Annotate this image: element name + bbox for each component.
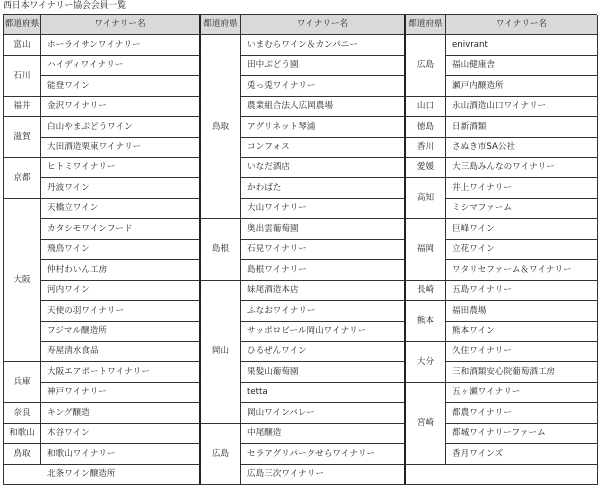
winery-cell: セラアグリパークせらワイナリー [241,444,406,464]
prefecture-ehime: 愛媛 [406,158,446,178]
winery-cell: 石見ワイナリー [241,240,406,260]
winery-cell: 三和酒類安心院葡萄酒工房 [446,362,598,382]
winery-cell: 能登ワイン [41,76,201,96]
header-winery-2: ワイナリー名 [241,15,406,35]
prefecture-hyogo: 兵庫 [4,362,41,403]
prefecture-fukui: 福井 [4,97,41,117]
winery-cell: かわばた [241,178,406,198]
prefecture-kumamoto: 熊本 [406,301,446,342]
prefecture-toyama: 富山 [4,35,41,55]
header-winery-3: ワイナリー名 [446,15,598,35]
winery-cell: フジマル醸造所 [41,322,201,342]
page-title: 西日本ワイナリー協会会員一覧 [3,1,126,11]
winery-cell: tetta [241,383,406,403]
header-winery-1: ワイナリー名 [41,15,201,35]
prefecture-yamaguchi: 山口 [406,97,446,117]
prefecture-wakayama: 和歌山 [4,424,41,444]
winery-cell: 農業組合法人広岡農場 [241,97,406,117]
prefecture-oita: 大分 [406,342,446,383]
winery-cell: 田中ぶどう園 [241,56,406,76]
winery-cell: 丹波ワイン [41,178,201,198]
winery-cell: 妹尾酒造本店 [241,281,406,301]
winery-cell: ホーライサンワイナリー [41,35,201,55]
winery-cell: 大田酒造栗東ワイナリー [41,138,201,158]
empty-cell [406,465,598,485]
winery-cell: 神戸ワイナリー [41,383,201,403]
winery-cell: いなだ酒店 [241,158,406,178]
winery-cell: 天橋立ワイン [41,199,201,219]
winery-cell: ひるぜんワイン [241,342,406,362]
winery-cell: 都農ワイナリー [446,403,598,423]
prefecture-tottori: 鳥取 [201,35,241,219]
prefecture-okayama: 岡山 [201,281,241,424]
winery-cell: 天使の羽ワイナリー [41,301,201,321]
prefecture-tokushima: 徳島 [406,117,446,137]
winery-cell: 香月ワインズ [446,444,598,464]
winery-cell: サッポロビール岡山ワイナリー [241,322,406,342]
prefecture-miyazaki: 宮崎 [406,383,446,465]
prefecture-hiroshima: 広島 [201,424,241,485]
winery-cell: 都城ワイナリーファーム [446,424,598,444]
winery-cell: 大三島みんなのワイナリー [446,158,598,178]
winery-cell: 福山健康舎 [446,56,598,76]
winery-cell: 熊本ワイン [446,322,598,342]
winery-cell: 木谷ワイン [41,424,201,444]
prefecture-tottori1: 鳥取 [4,444,41,464]
prefecture-kochi: 高知 [406,178,446,219]
winery-cell: 井上ワイナリー [446,178,598,198]
winery-cell: コンフォス [241,138,406,158]
empty-cell [241,465,406,485]
winery-cell: 兎っ兎ワイナリー [241,76,406,96]
prefecture-ishikawa: 石川 [4,56,41,97]
winery-cell: 金沢ワイナリー [41,97,201,117]
prefecture-fukuoka: 福岡 [406,219,446,280]
winery-cell: 久住ワイナリー [446,342,598,362]
winery-cell: さぬき市SA公社 [446,138,598,158]
winery-cell: アグリネット琴浦 [241,117,406,137]
winery-cell: 福田農場 [446,301,598,321]
winery-cell: 大山ワイナリー [241,199,406,219]
prefecture-kagawa: 香川 [406,138,446,158]
prefecture-osaka: 大阪 [4,199,41,362]
empty-cell [4,465,201,485]
winery-cell: 島根ワイナリー [241,260,406,280]
prefecture-shimane: 島根 [201,219,241,280]
winery-cell: いまむらワイン＆カンパニー [241,35,406,55]
winery-cell: ハイディワイナリー [41,56,201,76]
winery-cell: 和歌山ワイナリー [41,444,201,464]
winery-cell: ワタリセファーム＆ワイナリー [446,260,598,280]
header-prefecture-3: 都道府県 [406,15,446,35]
winery-cell: 巨峰ワイン [446,219,598,239]
winery-cell: 日新酒類 [446,117,598,137]
winery-cell: カタシモワインフード [41,219,201,239]
header-prefecture-2: 都道府県 [201,15,241,35]
header-prefecture-1: 都道府県 [4,15,41,35]
winery-cell: 白山やまぶどうワイン [41,117,201,137]
winery-cell: 五ヶ瀬ワイナリー [446,383,598,403]
prefecture-nara: 奈良 [4,403,41,423]
winery-cell: 立花ワイン [446,240,598,260]
prefecture-kyoto: 京都 [4,158,41,199]
winery-cell: 岡山ワインバレー [241,403,406,423]
winery-cell: 広島三次ワイナリー [241,465,406,485]
winery-cell: enivrant [446,35,598,55]
winery-cell: ヒトミワイナリー [41,158,201,178]
member-table [3,14,597,485]
winery-cell: 奥出雲葡萄園 [241,219,406,239]
winery-cell: 瀬戸内醸造所 [446,76,598,96]
winery-cell: 北条ワイン醸造所 [41,465,201,485]
prefecture-nagasaki: 長崎 [406,281,446,301]
winery-cell: ふなおワイナリー [241,301,406,321]
winery-cell: キング醸造 [41,403,201,423]
winery-cell: 仲村わいん工房 [41,260,201,280]
winery-cell: 河内ワイン [41,281,201,301]
prefecture-shiga: 滋賀 [4,117,41,158]
winery-cell: 永山酒造山口ワイナリー [446,97,598,117]
winery-cell: 中尾醸造 [241,424,406,444]
winery-cell: ミシマファーム [446,199,598,219]
winery-cell: 大阪エアポートワイナリー [41,362,201,382]
winery-cell: 果髪山葡萄園 [241,362,406,382]
winery-cell: 五島ワイナリー [446,281,598,301]
winery-cell: 飛鳥ワイン [41,240,201,260]
winery-cell: 寿屋清水食品 [41,342,201,362]
prefecture-hiroshima1: 広島 [406,35,446,96]
